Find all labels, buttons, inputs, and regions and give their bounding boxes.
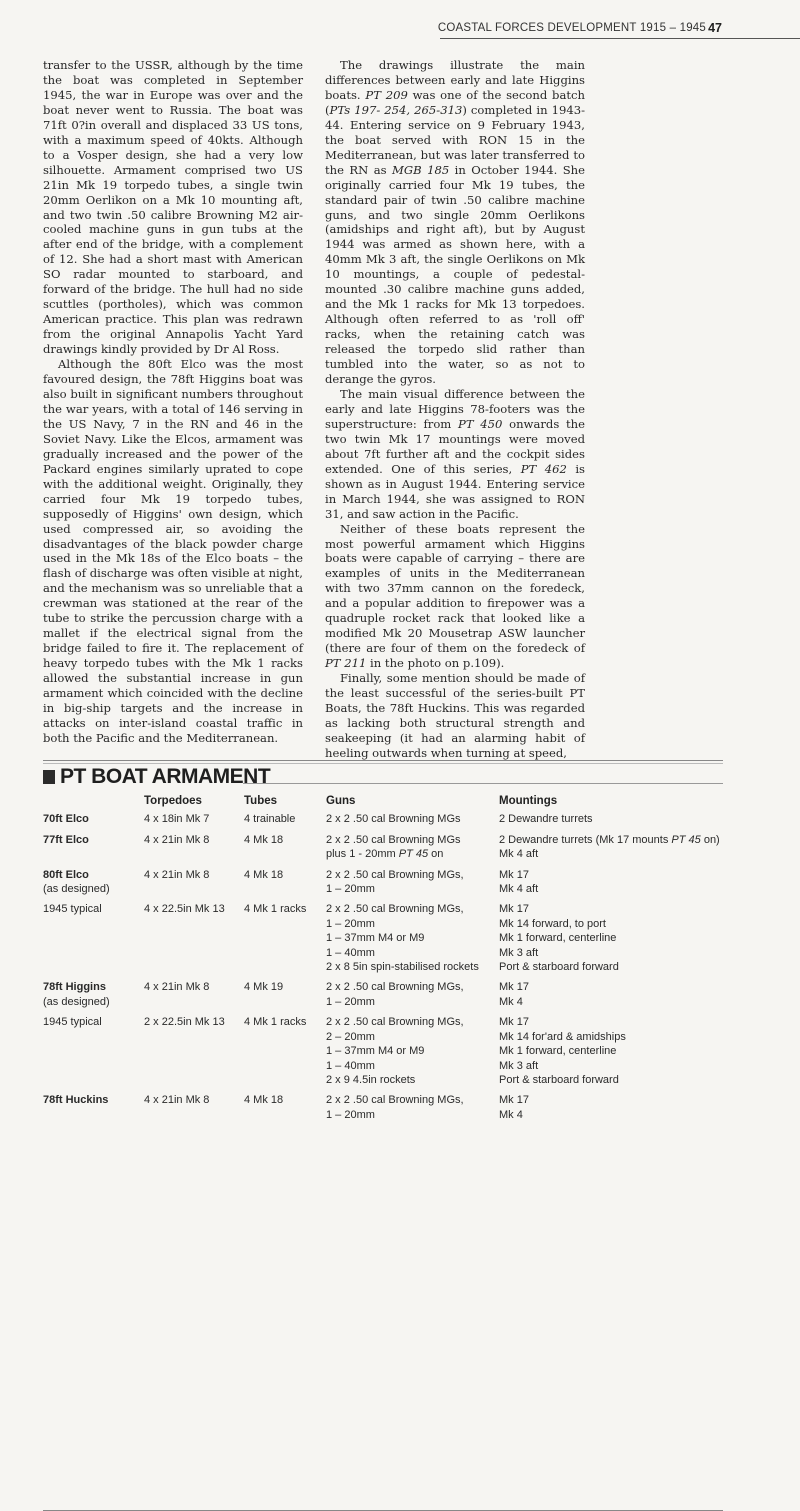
mountings-cell xyxy=(499,1015,723,1093)
boat-cell xyxy=(43,1093,144,1128)
mountings-cell xyxy=(499,868,723,903)
mountings-cell-line: Port & starboard forward xyxy=(499,961,619,974)
boat-name: PT 211 xyxy=(325,656,367,671)
mountings-cell-line: Mk 4 aft xyxy=(499,848,539,861)
table-title-bar xyxy=(43,766,723,788)
table-row xyxy=(43,902,723,980)
torpedoes-cell-line: 4 x 21in Mk 8 xyxy=(144,868,210,881)
mountings-cell-line: Mk 1 forward, centerline xyxy=(499,932,617,945)
torpedoes-cell xyxy=(144,1015,244,1093)
mountings-cell-line: Mk 3 aft xyxy=(499,946,539,959)
tubes-cell-line: 4 Mk 18 xyxy=(244,868,284,881)
guns-cell-line: 2 x 9 4.5in rockets xyxy=(326,1073,416,1086)
column-header: Guns xyxy=(326,795,356,807)
boat-class: 77ft Elco xyxy=(43,833,89,846)
boat-cell xyxy=(43,980,144,1015)
mountings-cell-line: Mk 4 xyxy=(499,995,523,1008)
table-row xyxy=(43,812,723,832)
mountings-cell-line: Mk 17 xyxy=(499,1094,529,1107)
guns-cell xyxy=(326,1093,499,1128)
torpedoes-cell xyxy=(144,980,244,1015)
mountings-cell xyxy=(499,833,723,868)
guns-cell-line: 1 – 37mm M4 or M9 xyxy=(326,1045,425,1058)
mountings-cell-line: Port & starboard forward xyxy=(499,1073,619,1086)
tubes-cell-line: 4 trainable xyxy=(244,813,296,826)
guns-cell-line: 1 – 20mm xyxy=(326,995,375,1008)
right-paragraph-3: Neither of these boats represent the most powerful armament which Higgins boats were capable of carrying – there are examples of units in the Mediterranean with two 37mm cannon on the foredeck, and a popular addition to firepower was a quadruple rocket rack that looked like a modified Mk 20 Mousetrap ASW launcher (there are four of them on the foredeck of PT 211 in the photo on p.109). xyxy=(325,521,585,671)
guns-cell-line: 1 – 40mm xyxy=(326,946,375,959)
boat-cell xyxy=(43,812,144,832)
tubes-cell xyxy=(244,868,326,903)
boat-class: 80ft Elco xyxy=(43,868,89,881)
table-row xyxy=(43,980,723,1015)
boat-class: 78ft Huckins xyxy=(43,1094,109,1107)
table-title: PT BOAT ARMAMENT xyxy=(60,765,271,788)
boat-class: 78ft Higgins xyxy=(43,981,106,994)
boat-note: 1945 typical xyxy=(43,1016,102,1029)
guns-cell-line: 2 x 2 .50 cal Browning MGs xyxy=(326,833,461,846)
mountings-cell-line: Mk 14 forward, to port xyxy=(499,917,606,930)
torpedoes-cell-line: 4 x 21in Mk 8 xyxy=(144,833,210,846)
mountings-cell xyxy=(499,980,723,1015)
guns-cell-line: 2 x 2 .50 cal Browning MGs, xyxy=(326,903,464,916)
page-number: 47 xyxy=(708,21,722,35)
boat-range: PTs 197- 254, 265-313 xyxy=(329,102,463,117)
torpedoes-cell-line: 4 x 21in Mk 8 xyxy=(144,981,210,994)
mountings-cell-line: 2 Dewandre turrets (Mk 17 mounts PT 45 on) xyxy=(499,833,720,846)
armament-table xyxy=(43,794,723,1128)
guns-cell-line: 2 x 2 .50 cal Browning MGs xyxy=(326,813,461,826)
right-paragraph-4: Finally, some mention should be made of the least successful of the series-built PT Boats, the 78ft Huckins. This was regarded as lacking both structural strength and seakeeping (it had an alarming habit of heeling outwards when turning at speed, xyxy=(325,671,585,760)
tubes-cell xyxy=(244,833,326,868)
column-header: Mountings xyxy=(499,795,558,807)
mountings-cell-line: Mk 4 aft xyxy=(499,883,539,896)
boat-name: MGB 185 xyxy=(392,162,450,177)
torpedoes-cell xyxy=(144,868,244,903)
right-paragraph-2: The main visual difference between the early and late Higgins 78-footers was the superstructure: from PT 450 onwards the two twin Mk 17 mountings were moved about 7ft further aft and the cockpit sides extended. One of this series, PT 462 is shown as in August 1944. Entering service in March 1944, she was assigned to RON 31, and saw action in the Pacific. xyxy=(325,386,585,521)
square-bullet-icon xyxy=(43,770,55,784)
tubes-cell-line: 4 Mk 19 xyxy=(244,981,284,994)
table-header-row xyxy=(43,794,723,812)
tubes-cell xyxy=(244,1093,326,1128)
guns-cell xyxy=(326,902,499,980)
guns-cell xyxy=(326,812,499,832)
torpedoes-cell-line: 2 x 22.5in Mk 13 xyxy=(144,1016,225,1029)
column-header: Torpedoes xyxy=(144,795,202,807)
table-row xyxy=(43,1015,723,1093)
tubes-cell-line: 4 Mk 1 racks xyxy=(244,1016,307,1029)
tubes-cell-line: 4 Mk 18 xyxy=(244,833,284,846)
boat-name: PT 462 xyxy=(520,461,567,476)
boat-class: 70ft Elco xyxy=(43,813,89,826)
table-row xyxy=(43,868,723,903)
mountings-cell-line: Mk 17 xyxy=(499,903,529,916)
guns-cell xyxy=(326,833,499,868)
guns-cell-line: 2 x 2 .50 cal Browning MGs, xyxy=(326,981,464,994)
guns-cell-line: 2 x 2 .50 cal Browning MGs, xyxy=(326,868,464,881)
torpedoes-cell-line: 4 x 22.5in Mk 13 xyxy=(144,903,225,916)
column-header: Tubes xyxy=(244,795,278,807)
guns-cell-line: 1 – 20mm xyxy=(326,1108,375,1121)
tubes-cell-line: 4 Mk 18 xyxy=(244,1094,284,1107)
mountings-cell-line: Mk 17 xyxy=(499,868,529,881)
right-column xyxy=(325,58,585,761)
mountings-cell xyxy=(499,902,723,980)
tubes-cell xyxy=(244,902,326,980)
guns-cell-line: 1 – 37mm M4 or M9 xyxy=(326,932,425,945)
boat-note: 1945 typical xyxy=(43,903,102,916)
mountings-cell-line: Mk 17 xyxy=(499,981,529,994)
left-paragraph-1: transfer to the USSR, although by the time the boat was completed in September 1945, the war in Europe was over and the boat never went to Russia. The boat was 71ft 0?in overall and displaced 33 US tons, with a maximum speed of 40kts. Although to a Vosper design, she had a very low silhouette. Armament comprised two US 21in Mk 19 torpedo tubes, a single twin 20mm Oerlikon on a Mk 10 mounting aft, and two twin .50 calibre Browning M2 air-cooled machine guns in gun tubs at the after end of the bridge, with a complement of 12. She had a short mast with American SO radar mounted to starboard, and forward of the bridge. The hull had no side scuttles (portholes), which was common American practice. This plan was redrawn from the original Annapolis Yacht Yard drawings kindly provided by Dr Al Ross. xyxy=(43,58,303,357)
guns-cell-line: 2 – 20mm xyxy=(326,1030,375,1043)
table-row xyxy=(43,1093,723,1128)
mountings-cell-line: Mk 4 xyxy=(499,1108,523,1121)
torpedoes-cell xyxy=(144,1093,244,1128)
guns-cell xyxy=(326,1015,499,1093)
guns-cell-line: 1 – 40mm xyxy=(326,1059,375,1072)
tubes-cell xyxy=(244,1015,326,1093)
guns-cell-line: 1 – 20mm xyxy=(326,883,375,896)
torpedoes-cell xyxy=(144,812,244,832)
tubes-cell-line: 4 Mk 1 racks xyxy=(244,903,307,916)
header-rule xyxy=(440,38,800,39)
boat-cell xyxy=(43,902,144,980)
guns-cell-line: plus 1 - 20mm PT 45 on xyxy=(326,848,444,861)
left-column xyxy=(43,58,303,746)
guns-cell xyxy=(326,868,499,903)
running-header xyxy=(0,22,800,36)
torpedoes-cell xyxy=(144,833,244,868)
tubes-cell xyxy=(244,980,326,1015)
boat-cell xyxy=(43,868,144,903)
right-paragraph-1: The drawings illustrate the main differences between early and late Higgins boats. PT 209 was one of the second batch (PTs 197- 254, 265-313) completed in 1943-44. Entering service on 9 February 1943, the boat served with RON 15 in the Mediterranean, but was later transferred to the RN as MGB 185 in October 1944. She originally carried four Mk 19 tubes, the standard pair of twin .50 calibre machine guns, and two single 20mm Oerlikons (amidships and right aft), but by August 1944 was armed as shown here, with a 40mm Mk 3 aft, the single Oerlikons on Mk 10 mountings, a couple of pedestal-mounted .30 calibre machine guns added, and the Mk 1 racks for Mk 13 torpedoes. Although often referred to as 'roll off' racks, when the retaining catch was released the torpedo slid rather than tumbled into the water, so as not to derange the gyros. xyxy=(325,58,586,387)
torpedoes-cell-line: 4 x 21in Mk 8 xyxy=(144,1094,210,1107)
mountings-cell-line: Mk 1 forward, centerline xyxy=(499,1045,617,1058)
running-title: COASTAL FORCES DEVELOPMENT 1915 – 1945 xyxy=(437,22,706,34)
mountings-cell-line: Mk 17 xyxy=(499,1016,529,1029)
boat-cell xyxy=(43,1015,144,1093)
torpedoes-cell-line: 4 x 18in Mk 7 xyxy=(144,813,210,826)
column-header xyxy=(43,794,144,812)
guns-cell-line: 2 x 8 5in spin-stabilised rockets xyxy=(326,961,479,974)
mountings-cell-line: Mk 14 for'ard & amidships xyxy=(499,1030,626,1043)
left-paragraph-2: Although the 80ft Elco was the most favoured design, the 78ft Higgins boat was also built in significant numbers throughout the war years, with a total of 146 serving in the US Navy, 7 in the RN and 46 in the Soviet Navy. Like the Elcos, armament was gradually increased and the power of the Packard engines similarly uprated to cope with the additional weight. Originally, they carried four Mk 19 torpedo tubes, supposedly of Higgins' own design, which used compressed air, so avoiding the disadvantages of the black powder charge used in the Mk 18s of the Elco boats – the flash of discharge was often visible at night, and the mechanism was so unreliable that a crewman was stationed at the rear of the tube to strike the percussion charge with a mallet if the electrical signal from the bridge failed to fire it. The replacement of heavy torpedo tubes with the Mk 1 racks allowed the substantial increase in gun armament which coincided with the decline in big-ship targets and the increase in attacks on inter-island coastal traffic in both the Pacific and the Mediterranean. xyxy=(43,357,303,745)
mountings-cell xyxy=(499,1093,723,1128)
tubes-cell xyxy=(244,812,326,832)
table-top-rule-secondary xyxy=(43,763,723,764)
guns-cell-line: 1 – 20mm xyxy=(326,917,375,930)
table-title-rule xyxy=(243,783,723,784)
mountings-cell xyxy=(499,812,723,832)
guns-cell-line: 2 x 2 .50 cal Browning MGs, xyxy=(326,1094,464,1107)
boat-note: (as designed) xyxy=(43,883,110,896)
mountings-cell-line: Mk 3 aft xyxy=(499,1059,539,1072)
torpedoes-cell xyxy=(144,902,244,980)
guns-cell xyxy=(326,980,499,1015)
boat-note: (as designed) xyxy=(43,995,110,1008)
table-row xyxy=(43,833,723,868)
boat-name: PT 209 xyxy=(365,87,408,102)
boat-cell xyxy=(43,833,144,868)
mountings-cell-line: 2 Dewandre turrets xyxy=(499,813,593,826)
table-top-rule xyxy=(43,760,723,761)
boat-name: PT 450 xyxy=(458,416,503,431)
guns-cell-line: 2 x 2 .50 cal Browning MGs, xyxy=(326,1016,464,1029)
